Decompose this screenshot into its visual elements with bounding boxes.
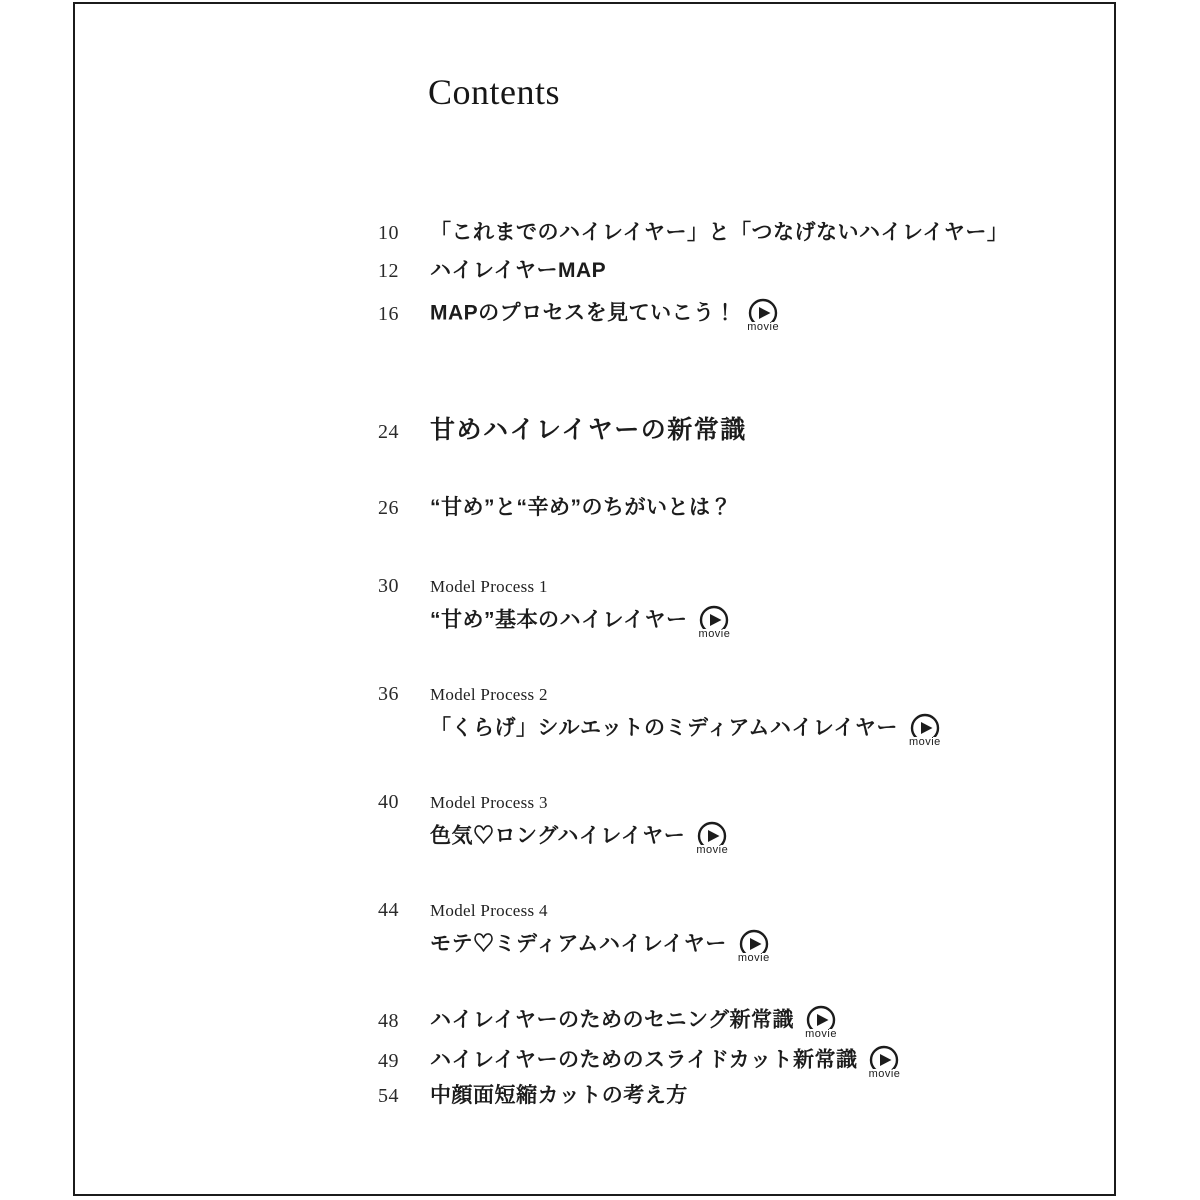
toc-entry [378,260,606,281]
movie-label: movie [737,952,770,964]
process-line [378,684,943,704]
process-label: Model Process 3 [430,793,548,812]
movie-badge [745,298,781,333]
title-line [378,605,732,640]
movie-label: movie [805,1028,837,1040]
entry-title: ハイレイヤーMAP [430,259,607,282]
process-line [378,900,772,920]
toc-entry-model-process [378,684,943,748]
toc-entry [378,222,1008,243]
entry-title: 甘めハイレイヤーの新常識 [430,416,747,444]
page-number: 26 [378,497,399,519]
process-label: Model Process 4 [430,901,548,920]
process-line [378,792,730,812]
process-label: Model Process 2 [430,685,548,704]
page-number: 44 [378,899,399,921]
entry-title: 色気♡ロングハイレイヤー [430,824,686,848]
page-number: 54 [378,1085,399,1107]
page-number: 16 [378,302,399,325]
entry-title: “甘め”基本のハイレイヤー [430,608,688,632]
entry-title: MAPのプロセスを見ていこう！ [430,301,737,325]
page-number: 48 [378,1009,399,1032]
movie-label: movie [868,1068,901,1080]
process-label: Model Process 1 [430,577,548,596]
entry-title: ハイレイヤーのためのスライドカット新常識 [430,1048,858,1072]
movie-label: movie [696,844,729,856]
entry-title: ハイレイヤーのためのセニング新常識 [430,1008,795,1032]
page-title: Contents [428,72,561,112]
page-number: 10 [378,222,399,244]
page-number: 24 [378,421,399,443]
entry-title: 「これまでのハイレイヤー」と「つなげないハイレイヤー」 [430,221,1009,244]
movie-label: movie [908,736,941,748]
movie-badge [694,821,730,856]
page-number: 49 [378,1049,399,1072]
movie-label: movie [698,628,731,640]
title-line [378,713,943,748]
page-number: 12 [378,260,399,282]
entry-title: 「くらげ」シルエットのミディアムハイレイヤー [430,716,898,740]
toc-entry [378,298,781,333]
movie-badge [736,929,772,964]
entry-title: “甘め”と“辛め”のちがいとは？ [430,496,732,519]
toc-entry-model-process [378,792,730,856]
movie-badge [803,1005,839,1040]
movie-badge [907,713,943,748]
entry-title: 中顔面短縮カットの考え方 [430,1084,688,1107]
toc-section-entry [378,418,747,443]
process-line [378,576,732,596]
page-number: 40 [378,791,399,813]
toc-entry [378,1045,902,1080]
toc-entry [378,1085,688,1106]
toc-entry [378,497,732,518]
movie-badge [696,605,732,640]
toc-entry [378,1005,839,1040]
toc-entry-model-process [378,900,772,964]
title-line [378,821,730,856]
page-number: 36 [378,683,399,705]
entry-title: モテ♡ミディアムハイレイヤー [430,932,727,956]
title-line [378,929,772,964]
movie-badge [866,1045,902,1080]
movie-label: movie [747,321,780,333]
page-number: 30 [378,575,399,597]
toc-entry-model-process [378,576,732,640]
